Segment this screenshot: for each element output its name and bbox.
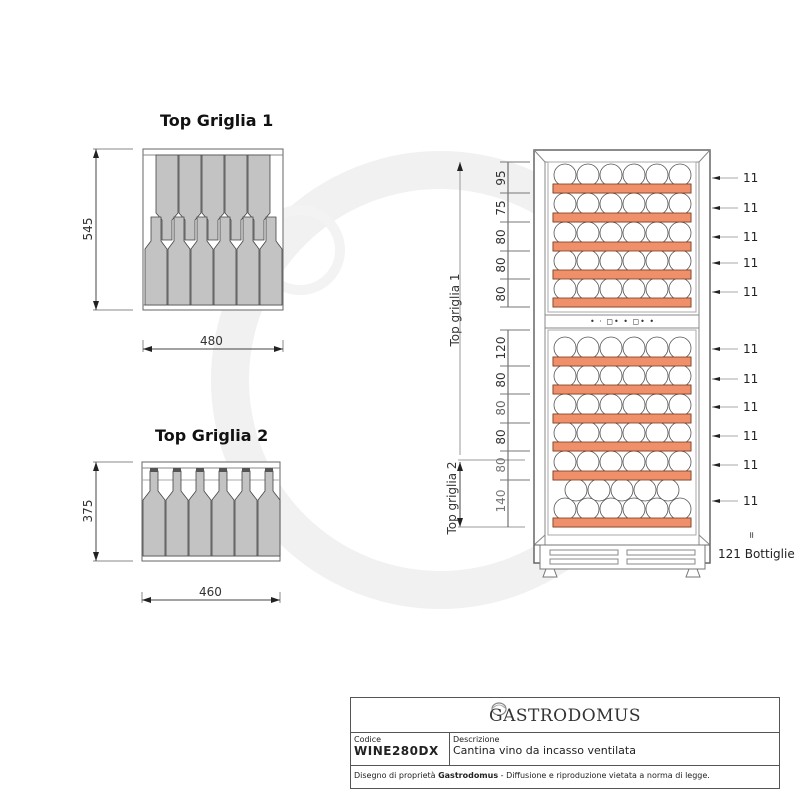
top-griglia-2-height-dim: 375 — [81, 499, 95, 523]
spacing-label: 80 — [494, 229, 508, 245]
spacing-label: 80 — [494, 257, 508, 273]
shelf-count: 11 — [743, 429, 759, 443]
code-label: Codice — [354, 735, 382, 744]
spacing-label: 140 — [494, 489, 508, 513]
top-griglia-2-side-label: Top griglia 2 — [445, 461, 459, 535]
shelf-count: 11 — [743, 201, 759, 215]
top-griglia-2-width-dim: 460 — [199, 585, 222, 599]
footer-prefix: Disegno di proprietà — [354, 771, 439, 780]
shelf-count: 11 — [743, 400, 759, 414]
brand-name: GASTRODOMUS — [489, 706, 642, 726]
spacing-label: 80 — [494, 372, 508, 388]
title-block — [350, 697, 780, 789]
top-griglia-1-side-label: Top griglia 1 — [448, 273, 462, 347]
shelf-count: 11 — [743, 285, 759, 299]
control-panel: • · ◻• • ◻• • — [590, 317, 656, 326]
shelf-count: 11 — [743, 494, 759, 508]
shelf-count: 11 — [743, 342, 759, 356]
description-label: Descrizione — [453, 735, 500, 744]
shelf-count: 11 — [743, 171, 759, 185]
total-bottles-label: 121 Bottiglie — [718, 547, 795, 561]
spacing-label: 80 — [494, 286, 508, 302]
footer-notice — [351, 766, 779, 785]
shelf-count: 11 — [743, 372, 759, 386]
code-value: WINE280DX — [354, 744, 439, 758]
description-value: Cantina vino da incasso ventilata — [453, 744, 636, 757]
shelf-count: 11 — [743, 230, 759, 244]
top-griglia-1-width-dim: 480 — [200, 334, 223, 348]
shelf-count: 11 — [743, 256, 759, 270]
spacing-label: 75 — [494, 200, 508, 216]
top-griglia-2-title: Top Griglia 2 — [155, 426, 269, 445]
shelf-count: 11 — [743, 458, 759, 472]
spacing-label: 80 — [494, 457, 508, 473]
equals-sign: = — [745, 531, 756, 539]
spacing-label: 80 — [494, 429, 508, 445]
brand-row — [351, 698, 779, 733]
spacing-label: 80 — [494, 400, 508, 416]
top-griglia-1-height-dim: 545 — [81, 217, 95, 241]
code-cell — [351, 733, 450, 765]
description-cell — [450, 733, 779, 765]
top-griglia-1-title: Top Griglia 1 — [160, 111, 274, 130]
footer-brand: Gastrodomus — [438, 771, 499, 780]
spacing-label: 120 — [494, 336, 508, 360]
spacing-label: 95 — [494, 170, 508, 186]
footer-suffix: - Diffusione e riproduzione vietata a norma di legge. — [498, 771, 710, 780]
